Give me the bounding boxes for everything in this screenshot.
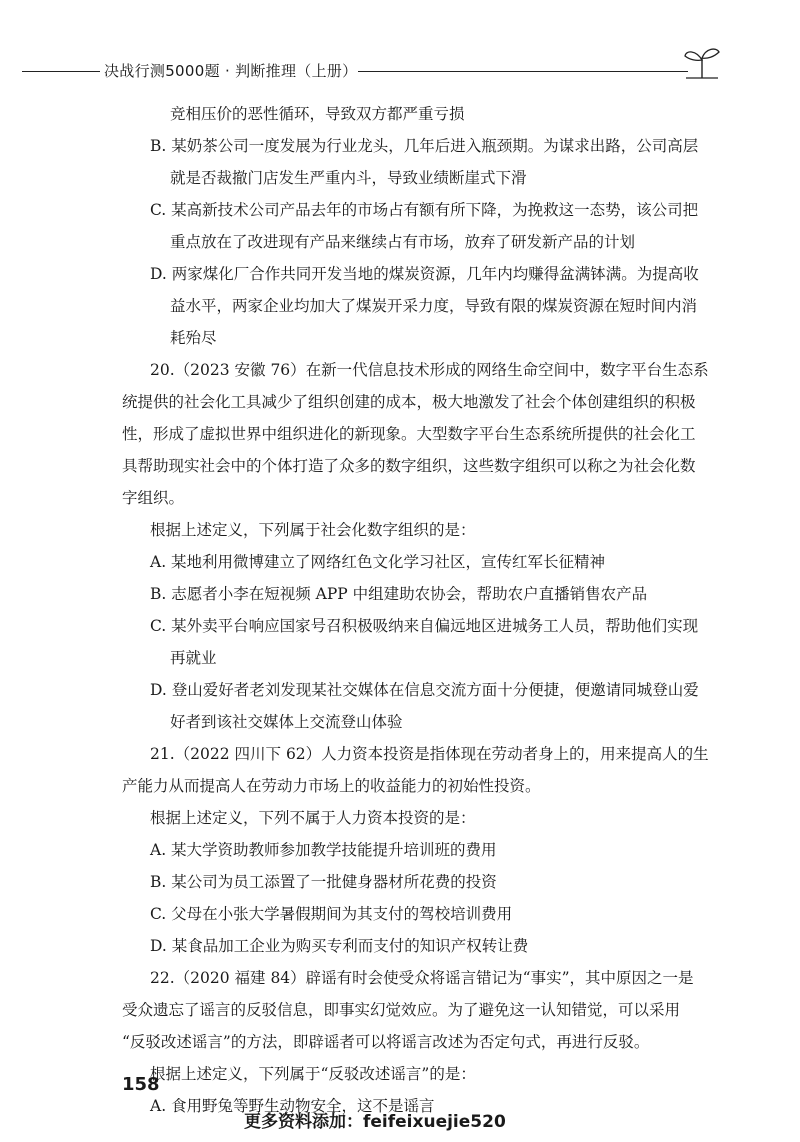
text-line: 字组织。 <box>122 489 185 507</box>
question-22-stem: 22.（2020 福建 84）辟谣有时会使受众将谣言错记为“事实”，其中原因之一是 <box>150 969 694 987</box>
text-line: 竞相压价的恶性循环，导致双方都严重亏损 <box>170 105 465 123</box>
option-a: A. 某地利用微博建立了网络红色文化学习社区，宣传红军长征精神 <box>150 553 606 571</box>
option-d: D. 某食品加工企业为购买专利而支付的知识产权转让费 <box>150 937 529 955</box>
question-20-stem: 20.（2023 安徽 76）在新一代信息技术形成的网络生命空间中，数字平台生态系 <box>150 361 709 379</box>
text-line: C. 某高新技术公司产品去年的市场占有额有所下降，为挽救这一态势，该公司把 <box>150 201 699 219</box>
header-rule-left <box>22 71 100 72</box>
question-prompt: 根据上述定义，下列属于社会化数字组织的是： <box>150 521 476 539</box>
question-prompt: 根据上述定义，下列属于“反驳改述谣言”的是： <box>150 1065 476 1083</box>
option-b: B. 某公司为员工添置了一批健身器材所花费的投资 <box>150 873 497 891</box>
text-line: 就是否裁撤门店发生严重内斗，导致业绩断崖式下滑 <box>170 169 527 187</box>
text-line: 重点放在了改进现有产品来继续占有市场，放弃了研发新产品的计划 <box>170 233 636 251</box>
text-line: 统提供的社会化工具减少了组织创建的成本，极大地激发了社会个体创建组织的积极 <box>122 393 696 411</box>
text-line: 好者到该社交媒体上交流登山体验 <box>170 713 403 731</box>
text-line: 耗殆尽 <box>170 329 217 347</box>
sprout-icon <box>682 44 722 80</box>
text-line: 再就业 <box>170 649 217 667</box>
text-line: 具帮助现实社会中的个体打造了众多的数字组织，这些数字组织可以称之为社会化数 <box>122 457 696 475</box>
option-a: A. 某大学资助教师参加教学技能提升培训班的费用 <box>150 841 497 859</box>
text-line: 性，形成了虚拟世界中组织进化的新现象。大型数字平台生态系统所提供的社会化工 <box>122 425 696 443</box>
text-line: 产能力从而提高人在劳动力市场上的收益能力的初始性投资。 <box>122 777 541 795</box>
question-21-stem: 21.（2022 四川下 62）人力资本投资是指体现在劳动者身上的，用来提高人的生 <box>150 745 709 763</box>
option-b: B. 志愿者小李在短视频 APP 中组建助农协会，帮助农户直播销售农产品 <box>150 585 648 603</box>
header-title: 决战行测5000题 · 判断推理（上册） <box>104 62 358 80</box>
question-prompt: 根据上述定义，下列不属于人力资本投资的是： <box>150 809 476 827</box>
text-line: D. 两家煤化厂合作共同开发当地的煤炭资源，几年内均赚得盆满钵满。为提高收 <box>150 265 699 283</box>
page-number: 158 <box>122 1074 160 1095</box>
running-header <box>0 58 800 88</box>
option-d: D. 登山爱好者老刘发现某社交媒体在信息交流方面十分便捷，便邀请同城登山爱 <box>150 681 699 699</box>
text-line: B. 某奶茶公司一度发展为行业龙头，几年后进入瓶颈期。为谋求出路，公司高层 <box>150 137 699 155</box>
text-line: 益水平，两家企业均加大了煤炭开采力度，导致有限的煤炭资源在短时间内消 <box>170 297 698 315</box>
option-c: C. 父母在小张大学暑假期间为其支付的驾校培训费用 <box>150 905 513 923</box>
option-a: A. 食用野兔等野生动物安全，这不是谣言 <box>150 1097 435 1115</box>
option-c: C. 某外卖平台响应国家号召积极吸纳来自偏远地区进城务工人员，帮助他们实现 <box>150 617 699 635</box>
footer-note: 更多资料添加：feifeixuejie520 <box>244 1112 506 1132</box>
header-rule-right <box>358 71 688 72</box>
text-line: “反驳改述谣言”的方法，即辟谣者可以将谣言改述为否定句式，再进行反驳。 <box>122 1033 650 1051</box>
text-line: 受众遗忘了谣言的反驳信息，即事实幻觉效应。为了避免这一认知错觉，可以采用 <box>122 1001 681 1019</box>
